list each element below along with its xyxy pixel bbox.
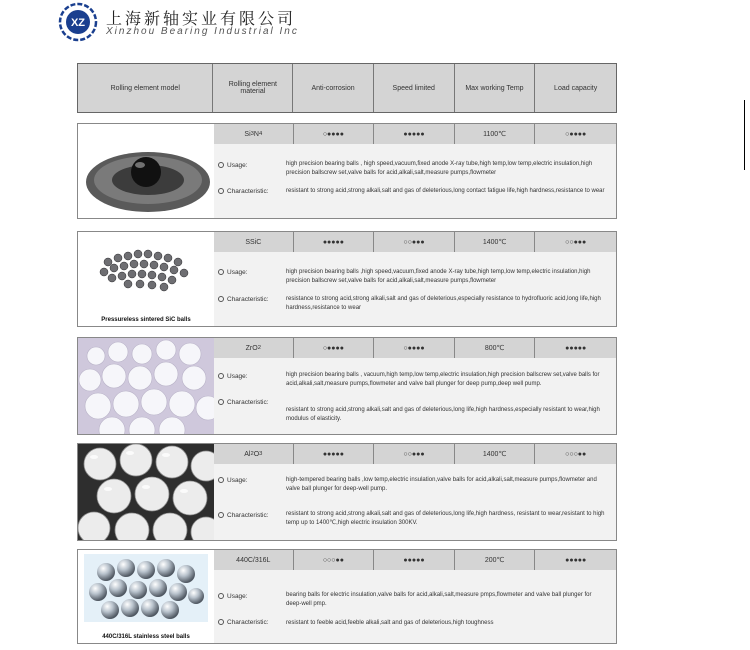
anti-corrosion-rating: ●●●●● [294,232,375,252]
property-row [214,338,616,359]
load-rating: ○○○●● [565,450,587,458]
load-rating: ●●●●● [565,344,587,352]
usage-label: Usage: [218,373,248,380]
product-image-al2o3 [78,444,215,540]
header-max-temp: Max working Temp [455,64,536,112]
load-rating: ●●●●● [565,556,587,564]
bullet-icon [218,373,224,379]
material-value: Si 3 N 4 [214,124,294,144]
bullet-icon [218,269,224,275]
logo-letters: XZ [70,17,86,29]
characteristic-text: resistant to strong acid,strong alkali,salt and gas of deleterious,long contact fatigue life,high hardness,resistance to wear [286,188,605,194]
speed-rating: ○○●●● [374,444,455,464]
usage-text: high precision bearing balls ,high speed,vacuum,fixed anode X-ray tube,high temp,low temp,electric insulation,high precision ballscrew set,valve balls for acid,alkali,salt,measure pumps,flowmeter [286,269,591,284]
anti-corrosion-rating: ○●●●● [294,338,375,358]
product-image-si3n4 [78,124,215,218]
table-row-ssic [77,231,617,327]
material-value: SSiC [214,232,294,252]
description-area [214,464,616,540]
product-image-steel [78,550,215,643]
load-rating: ○○●●● [565,238,587,246]
description-area [214,358,616,434]
characteristic-label: Characteristic: [218,619,269,626]
description-area [214,144,616,218]
header-load-capacity: Load capacity [554,84,598,92]
header-speed-limited: Speed limited [374,64,455,112]
characteristic-label: Characteristic: [218,188,269,195]
usage-text: bearing balls for electric insulation,valve balls for acid,alkali,salt,measure pmps,flowmeter and valve ball plunger for deep-well pmp. [286,592,592,607]
speed-rating: ○●●●● [374,338,455,358]
table-row-zro2 [77,337,617,435]
material-value: Al 2 O 3 [214,444,294,464]
speed-rating: ○○●●● [374,232,455,252]
max-temp-value: 1400℃ [455,232,536,252]
company-name-english: Xinzhou Bearing Industrial Inc [106,26,299,37]
property-row [214,232,616,253]
company-name-chinese: 上海新轴实业有限公司 [106,9,297,28]
bullet-icon [218,619,224,625]
product-image-ssic [78,232,215,326]
speed-rating: ●●●●● [374,124,455,144]
load-rating: ○●●●● [565,130,587,138]
anti-corrosion-rating: ○●●●● [294,124,375,144]
property-row [214,444,616,465]
max-temp-value: 1100℃ [455,124,536,144]
max-temp-value: 800℃ [455,338,536,358]
anti-corrosion-rating: ●●●●● [294,444,375,464]
page-divider [744,100,745,170]
characteristic-text: resistant to strong acid,strong alkali,salt and gas of deleterious,long life,high hardness,especially resistant to wear,high modulus of elasticity. [286,407,600,422]
table-row-440c-316l [77,549,617,644]
characteristic-text: resistant to strong acid,strong alkali,salt and gas of deleterious,long life,high hardness, resistant to wear,resistant to high temp up to 1400℃,high electric insulation 300KV. [286,511,605,526]
header-anti-corrosion: Anti-corrosion [293,64,374,112]
usage-text: high precision bearing balls , high speed,vacuum,fixed anode X-ray tube,high temp,low temp,electric insulation,high precision ballscrew set,valve balls for acid,alkali,salt,measure pumps,flowmeter [286,161,593,176]
bullet-icon [218,188,224,194]
bullet-icon [218,512,224,518]
bullet-icon [218,399,224,405]
description-area [214,252,616,326]
product-caption: 440C/316L stainless steel balls [102,634,190,640]
product-image-zro2 [78,338,215,434]
usage-label: Usage: [218,269,248,276]
usage-text: high precision bearing balls , vacuum,high temp,low temp,electric insulation,high precision ballscrew set,valve balls for acid,alkali,salt,measure pumps,flowmeter and valve ball plunger for deep pump,deep well pump. [286,372,600,387]
description-area [214,570,616,643]
max-temp-value: 200℃ [455,550,536,570]
header-material: Rolling element material [213,64,293,112]
table-header [77,63,617,113]
table-row-si3n4 [77,123,617,219]
usage-label: Usage: [218,477,248,484]
usage-label: Usage: [218,593,248,600]
table-row-al2o3 [77,443,617,541]
header-model: Rolling element model [78,64,213,112]
characteristic-text: resistance to strong acid,strong alkali,salt and gas of deleterious,especially resistance to hydrofluoric acid,long life,high hardness,resistance to wear [286,296,601,311]
property-row [214,550,616,571]
characteristic-label: Characteristic: [218,399,269,406]
characteristic-label: Characteristic: [218,296,269,303]
speed-rating: ●●●●● [374,550,455,570]
anti-corrosion-rating: ○○○●● [294,550,375,570]
material-value: ZrO 2 [214,338,294,358]
usage-text: high-tempered bearing balls ,low temp,electric insulation,valve balls for acid,alkali,salt,measure pumps,flowmeter and valve ball plunger for deep-well pump. [286,477,597,492]
bullet-icon [218,593,224,599]
characteristic-text: resistant to feeble acid,feeble alkali,salt and gas of deleterious,high toughness [286,620,494,626]
usage-label: Usage: [218,162,248,169]
product-caption: Pressureless sintered SiC balls [101,317,191,323]
max-temp-value: 1400℃ [455,444,536,464]
property-row [214,124,616,145]
bullet-icon [218,162,224,168]
material-value: 440C/316L [214,550,294,570]
bullet-icon [218,477,224,483]
characteristic-label: Characteristic: [218,512,269,519]
company-logo [58,2,98,42]
bullet-icon [218,296,224,302]
